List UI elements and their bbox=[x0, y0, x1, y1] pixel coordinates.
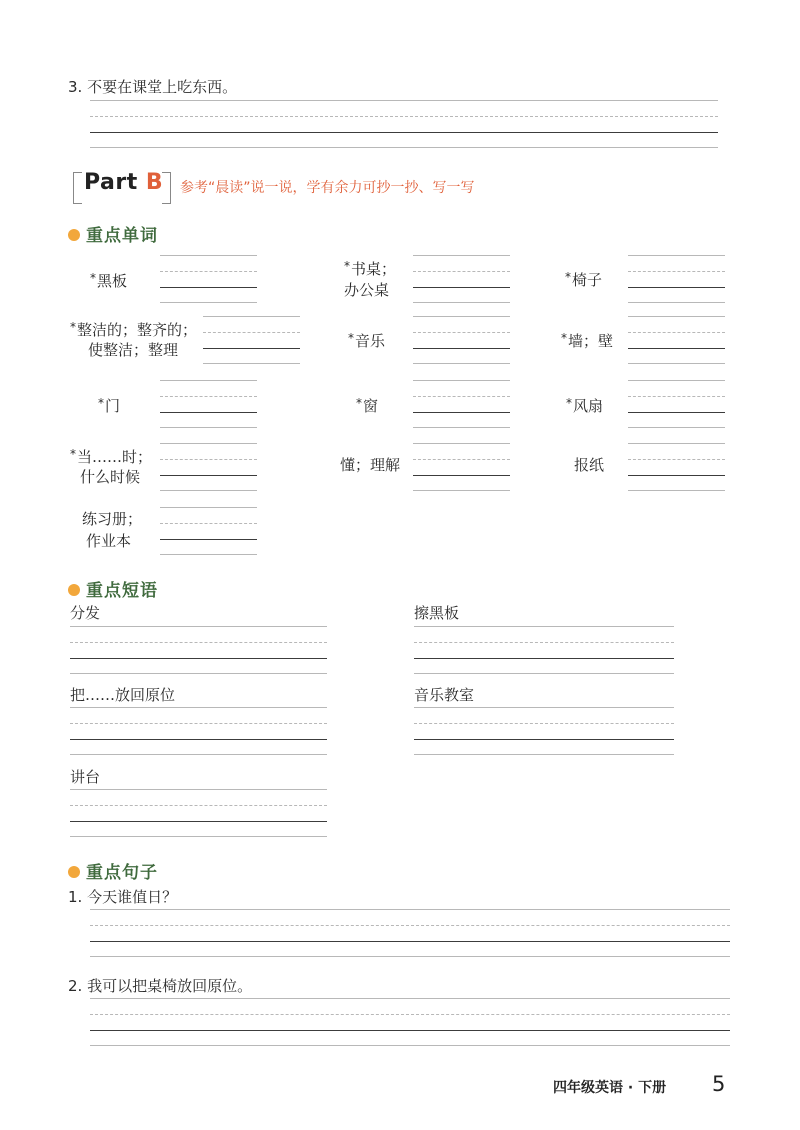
writing-lines[interactable] bbox=[203, 316, 300, 364]
word-yizi: *椅子 bbox=[565, 270, 603, 289]
item-number: 3. bbox=[68, 78, 83, 96]
writing-lines[interactable] bbox=[90, 998, 730, 1046]
bullet-dot-icon bbox=[68, 866, 80, 878]
sentence-number: 1. bbox=[68, 888, 83, 906]
writing-lines[interactable] bbox=[414, 626, 674, 674]
part-letter: B bbox=[145, 170, 164, 195]
writing-lines[interactable] bbox=[414, 707, 674, 755]
writing-lines[interactable] bbox=[628, 443, 725, 491]
section-title: 重点短语 bbox=[86, 581, 158, 601]
footer-book-title: 四年级英语 · 下册 bbox=[553, 1080, 667, 1096]
asterisk-mark: * bbox=[70, 320, 76, 334]
writing-lines[interactable] bbox=[70, 626, 327, 674]
section-title: 重点句子 bbox=[86, 863, 158, 883]
writing-lines[interactable] bbox=[70, 707, 327, 755]
section-key-phrases bbox=[68, 576, 158, 601]
bullet-dot-icon bbox=[68, 229, 80, 241]
bullet-dot-icon bbox=[68, 584, 80, 596]
writing-lines[interactable] bbox=[413, 443, 510, 491]
asterisk-mark: * bbox=[70, 447, 76, 461]
asterisk-mark: * bbox=[348, 331, 354, 345]
word-dang-1: *当……时； bbox=[70, 447, 153, 466]
phrase-fenfa: 分发 bbox=[70, 604, 101, 622]
sentence-text: 我可以把桌椅放回原位。 bbox=[87, 977, 253, 995]
asterisk-mark: * bbox=[561, 331, 567, 345]
word-dang-2: 什么时候 bbox=[80, 468, 141, 486]
part-word: Part bbox=[84, 170, 138, 195]
writing-lines[interactable] bbox=[160, 380, 257, 428]
part-instruction: 参考“晨读”说一说，学有余力可抄一抄、写一写 bbox=[180, 180, 475, 196]
part-label bbox=[84, 170, 163, 195]
writing-lines[interactable] bbox=[628, 380, 725, 428]
writing-lines[interactable] bbox=[90, 909, 730, 957]
word-shuzhuo-1: *书桌； bbox=[344, 259, 397, 278]
item-3-line bbox=[68, 78, 237, 96]
word-zhengjie-2: 使整洁；整理 bbox=[88, 341, 179, 359]
word-baozhi: 报纸 bbox=[574, 456, 605, 474]
word-zhengjie-1: *整洁的；整齐的； bbox=[70, 320, 198, 339]
writing-lines[interactable] bbox=[160, 255, 257, 303]
sentence-1-line bbox=[68, 888, 177, 906]
word-yinyue: *音乐 bbox=[348, 331, 386, 350]
asterisk-mark: * bbox=[344, 259, 350, 273]
sentence-number: 2. bbox=[68, 977, 83, 995]
sentence-2-line bbox=[68, 977, 252, 995]
phrase-yinyue-jiaoshi: 音乐教室 bbox=[414, 686, 475, 704]
writing-lines[interactable] bbox=[413, 380, 510, 428]
word-fengshan: *风扇 bbox=[566, 396, 604, 415]
section-key-sentences bbox=[68, 858, 158, 883]
item-text: 不要在课堂上吃东西。 bbox=[87, 78, 238, 96]
word-heiban: *黑板 bbox=[90, 271, 128, 290]
word-qiang: *墙；壁 bbox=[561, 331, 614, 350]
writing-lines[interactable] bbox=[413, 316, 510, 364]
asterisk-mark: * bbox=[356, 396, 362, 410]
sentence-text: 今天谁值日？ bbox=[87, 888, 178, 906]
word-lianxi-2: 作业本 bbox=[86, 532, 132, 550]
writing-lines[interactable] bbox=[413, 255, 510, 303]
writing-lines[interactable] bbox=[70, 789, 327, 837]
part-bracket-left bbox=[73, 172, 82, 204]
word-shuzhuo-2: 办公桌 bbox=[344, 281, 390, 299]
writing-lines[interactable] bbox=[628, 316, 725, 364]
phrase-fanghui: 把……放回原位 bbox=[70, 686, 176, 704]
word-men: *门 bbox=[98, 396, 121, 415]
asterisk-mark: * bbox=[98, 396, 104, 410]
part-bracket-right bbox=[162, 172, 171, 204]
section-key-words bbox=[68, 221, 158, 246]
section-title: 重点单词 bbox=[86, 226, 158, 246]
writing-lines[interactable] bbox=[628, 255, 725, 303]
word-lianxi-1: 练习册； bbox=[82, 510, 143, 528]
footer-page-number: 5 bbox=[712, 1072, 726, 1096]
asterisk-mark: * bbox=[565, 270, 571, 284]
phrase-ca-heiban: 擦黑板 bbox=[414, 604, 460, 622]
writing-lines[interactable] bbox=[160, 443, 257, 491]
writing-lines[interactable] bbox=[90, 100, 718, 148]
phrase-jiangtai: 讲台 bbox=[70, 768, 101, 786]
writing-lines[interactable] bbox=[160, 507, 257, 555]
word-dong: 懂；理解 bbox=[340, 456, 401, 474]
word-chuang: *窗 bbox=[356, 396, 379, 415]
asterisk-mark: * bbox=[90, 271, 96, 285]
asterisk-mark: * bbox=[566, 396, 572, 410]
